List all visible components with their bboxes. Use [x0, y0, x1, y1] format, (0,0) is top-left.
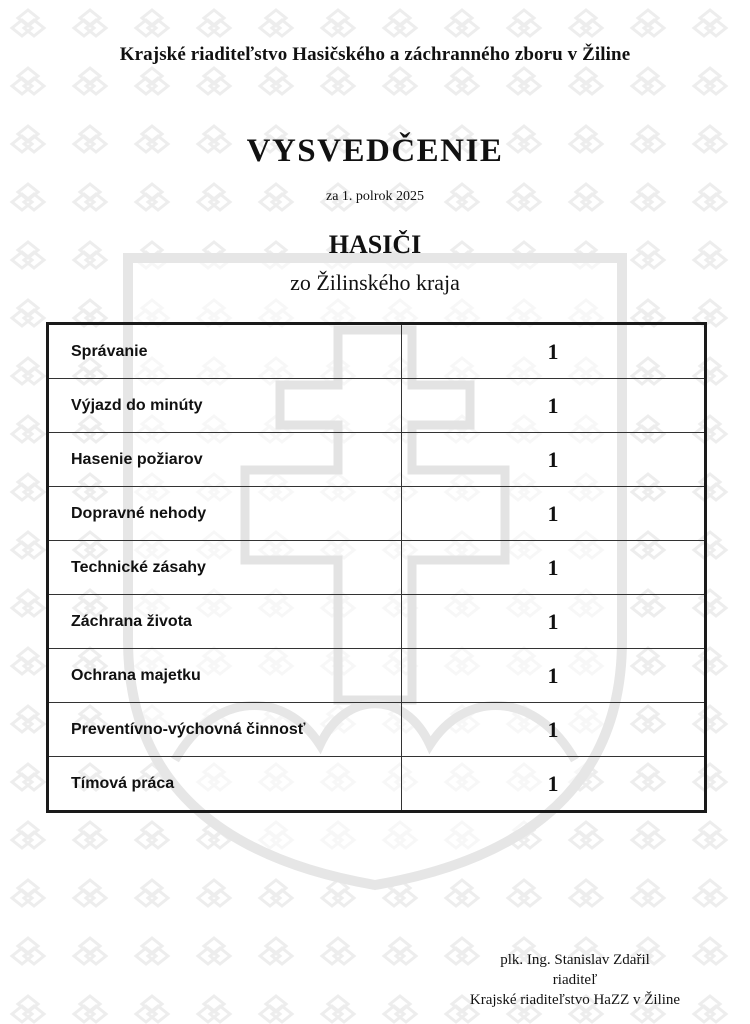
- grade-row: [48, 487, 706, 541]
- grade-row: [48, 757, 706, 812]
- subject-label: Hasenie požiarov: [48, 433, 402, 487]
- grade-value: 1: [402, 487, 706, 541]
- recipient-region: zo Žilinského kraja: [290, 270, 460, 295]
- subject-label: Tímová práca: [48, 757, 402, 812]
- grade-row: [48, 703, 706, 757]
- grade-value: 1: [402, 757, 706, 812]
- grade-value: 1: [402, 324, 706, 379]
- grade-row: [48, 595, 706, 649]
- grade-row: [48, 324, 706, 379]
- signatory-organization: Krajské riaditeľstvo HaZZ v Žiline: [469, 992, 681, 1008]
- signature-block: [400, 950, 750, 1010]
- signatory-role: riaditeľ: [552, 972, 598, 988]
- issuer-heading: Krajské riaditeľstvo Hasičského a záchranného zboru v Žiline: [119, 44, 631, 65]
- grade-row: [48, 433, 706, 487]
- grade-value: 1: [402, 379, 706, 433]
- subject-label: Preventívno-výchovná činnosť: [48, 703, 402, 757]
- subject-label: Správanie: [48, 324, 402, 379]
- document-title: VYSVEDČENIE: [246, 133, 504, 169]
- grades-table: [46, 322, 707, 813]
- grade-value: 1: [402, 649, 706, 703]
- grade-row: [48, 379, 706, 433]
- subject-label: Dopravné nehody: [48, 487, 402, 541]
- grade-row: [48, 649, 706, 703]
- subject-label: Technické zásahy: [48, 541, 402, 595]
- period-label: za 1. polrok 2025: [326, 189, 424, 204]
- grade-value: 1: [402, 703, 706, 757]
- grade-row: [48, 541, 706, 595]
- grade-value: 1: [402, 541, 706, 595]
- grade-value: 1: [402, 595, 706, 649]
- subject-label: Záchrana života: [48, 595, 402, 649]
- subject-label: Ochrana majetku: [48, 649, 402, 703]
- recipient-name: HASIČI: [328, 230, 422, 259]
- grade-value: 1: [402, 433, 706, 487]
- subject-label: Výjazd do minúty: [48, 379, 402, 433]
- signatory-name: plk. Ing. Stanislav Zdařil: [500, 952, 650, 968]
